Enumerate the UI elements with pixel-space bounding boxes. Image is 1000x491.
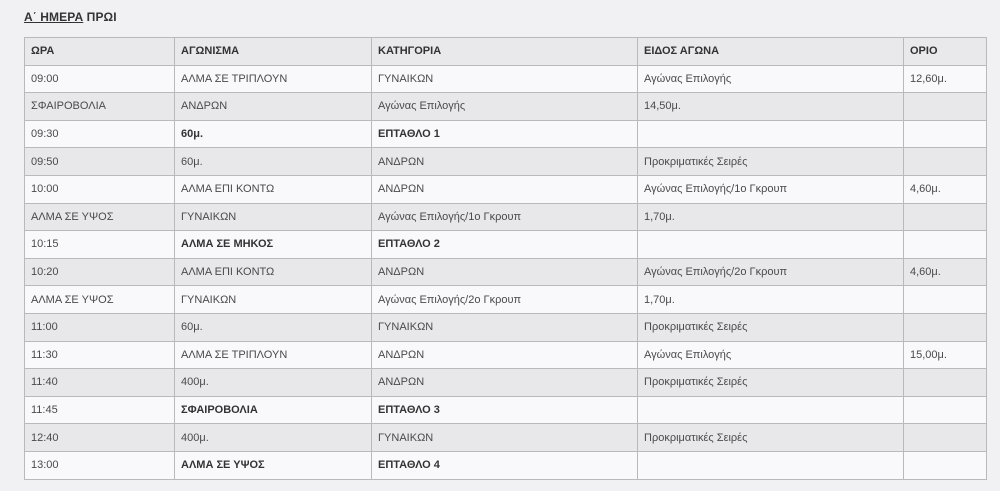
cell-time: 10:15 (25, 231, 175, 259)
cell-category: ΕΠΤΑΘΛΟ 1 (372, 120, 638, 148)
cell-event: ΣΦΑΙΡΟΒΟΛΙΑ (175, 396, 372, 424)
cell-race-type: Αγώνας Επιλογής (638, 65, 904, 93)
table-row (25, 369, 987, 397)
table-row (25, 258, 987, 286)
day-label: Α΄ ΗΜΕΡΑ (24, 10, 84, 24)
table-row (25, 93, 987, 121)
cell-category: ΓΥΝΑΙΚΩΝ (372, 313, 638, 341)
cell-category: ΓΥΝΑΙΚΩΝ (372, 424, 638, 452)
cell-event: 60μ. (175, 120, 372, 148)
table-row (25, 396, 987, 424)
cell-limit (904, 396, 987, 424)
cell-race-type: Προκριματικές Σειρές (638, 424, 904, 452)
cell-race-type: Αγώνας Επιλογής (638, 341, 904, 369)
cell-category: Αγώνας Επιλογής/1ο Γκρουπ (372, 203, 638, 231)
cell-event: 400μ. (175, 369, 372, 397)
header-event: ΑΓΩΝΙΣΜΑ (175, 38, 372, 66)
table-row (25, 175, 987, 203)
cell-limit (904, 369, 987, 397)
cell-category: ΓΥΝΑΙΚΩΝ (372, 65, 638, 93)
cell-time: ΑΛΜΑ ΣΕ ΥΨΟΣ (25, 203, 175, 231)
table-row (25, 451, 987, 479)
cell-time: 11:00 (25, 313, 175, 341)
table-row (25, 120, 987, 148)
cell-event: 400μ. (175, 424, 372, 452)
cell-category: ΕΠΤΑΘΛΟ 3 (372, 396, 638, 424)
cell-limit (904, 231, 987, 259)
cell-time: ΑΛΜΑ ΣΕ ΥΨΟΣ (25, 286, 175, 314)
table-row (25, 341, 987, 369)
cell-category: ΑΝΔΡΩΝ (372, 258, 638, 286)
cell-limit (904, 424, 987, 452)
schedule-table (24, 37, 987, 480)
cell-limit (904, 93, 987, 121)
session-label: ΠΡΩΙ (83, 10, 117, 24)
cell-limit (904, 286, 987, 314)
cell-race-type: Προκριματικές Σειρές (638, 148, 904, 176)
header-race-type: ΕΙΔΟΣ ΑΓΩΝΑ (638, 38, 904, 66)
cell-event: ΑΝΔΡΩΝ (175, 93, 372, 121)
cell-time: 10:20 (25, 258, 175, 286)
table-row (25, 313, 987, 341)
cell-category: ΑΝΔΡΩΝ (372, 369, 638, 397)
header-category: ΚΑΤΗΓΟΡΙΑ (372, 38, 638, 66)
table-header-row (25, 38, 987, 66)
cell-event: ΓΥΝΑΙΚΩΝ (175, 286, 372, 314)
cell-event: ΓΥΝΑΙΚΩΝ (175, 203, 372, 231)
cell-category: ΑΝΔΡΩΝ (372, 341, 638, 369)
table-row (25, 203, 987, 231)
cell-event: ΑΛΜΑ ΕΠΙ ΚΟΝΤΩ (175, 175, 372, 203)
cell-limit (904, 313, 987, 341)
table-row (25, 65, 987, 93)
table-row (25, 148, 987, 176)
cell-event: ΑΛΜΑ ΣΕ ΤΡΙΠΛΟΥΝ (175, 65, 372, 93)
cell-limit: 15,00μ. (904, 341, 987, 369)
cell-event: ΑΛΜΑ ΣΕ ΤΡΙΠΛΟΥΝ (175, 341, 372, 369)
table-row (25, 231, 987, 259)
cell-category: ΑΝΔΡΩΝ (372, 148, 638, 176)
cell-category: ΕΠΤΑΘΛΟ 2 (372, 231, 638, 259)
cell-race-type: 14,50μ. (638, 93, 904, 121)
cell-time: 11:30 (25, 341, 175, 369)
cell-time: 11:45 (25, 396, 175, 424)
cell-limit: 12,60μ. (904, 65, 987, 93)
cell-time: 12:40 (25, 424, 175, 452)
cell-event: 60μ. (175, 313, 372, 341)
cell-race-type (638, 120, 904, 148)
cell-time: ΣΦΑΙΡΟΒΟΛΙΑ (25, 93, 175, 121)
cell-time: 10:00 (25, 175, 175, 203)
cell-limit (904, 203, 987, 231)
cell-race-type: 1,70μ. (638, 286, 904, 314)
cell-category: ΕΠΤΑΘΛΟ 4 (372, 451, 638, 479)
cell-time: 09:00 (25, 65, 175, 93)
table-row (25, 424, 987, 452)
cell-category: Αγώνας Επιλογής (372, 93, 638, 121)
cell-race-type (638, 396, 904, 424)
cell-event: ΑΛΜΑ ΣΕ ΜΗΚΟΣ (175, 231, 372, 259)
header-time: ΩΡΑ (25, 38, 175, 66)
cell-event: ΑΛΜΑ ΣΕ ΥΨΟΣ (175, 451, 372, 479)
table-body (25, 65, 987, 479)
cell-time: 09:50 (25, 148, 175, 176)
cell-race-type (638, 451, 904, 479)
cell-race-type (638, 231, 904, 259)
cell-limit: 4,60μ. (904, 258, 987, 286)
cell-limit (904, 148, 987, 176)
cell-limit (904, 451, 987, 479)
cell-race-type: Προκριματικές Σειρές (638, 369, 904, 397)
cell-race-type: Αγώνας Επιλογής/1ο Γκρουπ (638, 175, 904, 203)
cell-limit (904, 120, 987, 148)
cell-limit: 4,60μ. (904, 175, 987, 203)
header-limit: ΟΡΙΟ (904, 38, 987, 66)
cell-event: 60μ. (175, 148, 372, 176)
cell-time: 13:00 (25, 451, 175, 479)
cell-race-type: Προκριματικές Σειρές (638, 313, 904, 341)
cell-time: 11:40 (25, 369, 175, 397)
cell-race-type: Αγώνας Επιλογής/2ο Γκρουπ (638, 258, 904, 286)
page-title (24, 10, 117, 24)
table-row (25, 286, 987, 314)
cell-event: ΑΛΜΑ ΕΠΙ ΚΟΝΤΩ (175, 258, 372, 286)
cell-category: ΑΝΔΡΩΝ (372, 175, 638, 203)
cell-category: Αγώνας Επιλογής/2ο Γκρουπ (372, 286, 638, 314)
cell-race-type: 1,70μ. (638, 203, 904, 231)
cell-time: 09:30 (25, 120, 175, 148)
